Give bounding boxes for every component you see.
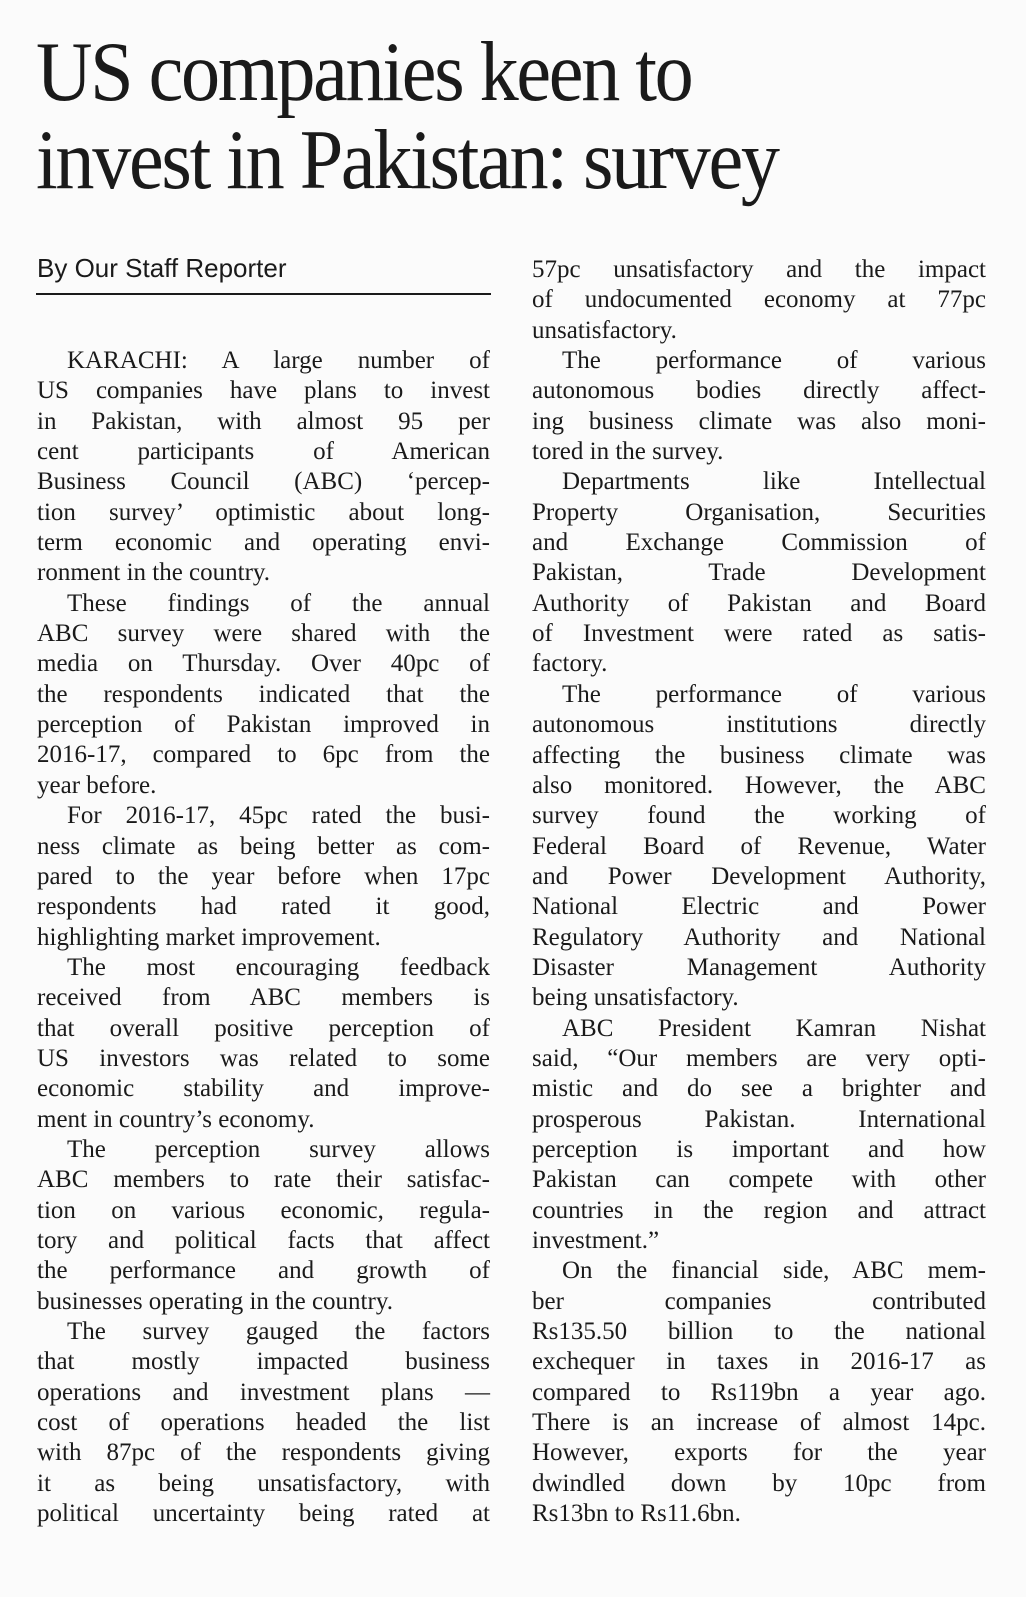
- article-text-line: businesses operating in the country.: [37, 1287, 393, 1315]
- article-text-line: dwindled down by 10pc from: [532, 1469, 986, 1497]
- article-text-line: perception is important and how: [532, 1135, 986, 1163]
- article-text-line: Rs135.50 billion to the national: [532, 1318, 986, 1346]
- article-text-line: the respondents indicated that the: [37, 680, 490, 708]
- article-text-line: term economic and operating envi-: [37, 529, 490, 557]
- article-text-line: KARACHI: A large number of: [67, 347, 490, 374]
- article-text-line: ABC survey were shared with the: [37, 620, 490, 648]
- article-text-line: tory and political facts that affect: [37, 1226, 490, 1254]
- article-text-line: ABC President Kamran Nishat: [562, 1014, 986, 1042]
- article-text-line: However, exports for the year: [532, 1439, 986, 1467]
- article-text-line: The perception survey allows: [67, 1135, 490, 1163]
- article-text-line: and Power Development Authority,: [532, 862, 986, 890]
- article-column-right: [532, 255, 986, 1529]
- article-text-line: Authority of Pakistan and Board: [532, 589, 986, 617]
- article-text-line: countries in the region and attract: [532, 1196, 986, 1224]
- article-text-line: perception of Pakistan improved in: [37, 711, 490, 739]
- article-text-line: Pakistan can compete with other: [532, 1166, 986, 1194]
- article-text-line: US companies have plans to invest: [37, 377, 490, 405]
- article-text-line: that mostly impacted business: [37, 1348, 490, 1376]
- article-text-line: cost of operations headed the list: [37, 1409, 490, 1437]
- article-text-line: investment.”: [532, 1227, 660, 1254]
- article-text-line: Pakistan, Trade Development: [532, 559, 986, 587]
- article-text-line: of undocumented economy at 77pc: [532, 286, 986, 314]
- article-text-line: ber companies contributed: [532, 1287, 986, 1315]
- article-text-line: autonomous institutions directly: [532, 711, 986, 739]
- article-text-line: and Exchange Commission of: [532, 529, 986, 557]
- article-text-line: tion on various economic, regula-: [37, 1196, 490, 1224]
- headline-line-2: invest in Pakistan: survey: [36, 113, 778, 207]
- article-text-line: of Investment were rated as satis-: [532, 620, 986, 648]
- article-text-line: 2016-17, compared to 6pc from the: [37, 741, 490, 769]
- article-text-line: highlighting market improvement.: [37, 923, 381, 951]
- byline-divider: [36, 293, 491, 295]
- article-text-line: cent participants of American: [37, 438, 490, 466]
- article-text-line: that overall positive perception of: [37, 1014, 490, 1042]
- article-text-line: mistic and do see a brighter and: [532, 1075, 986, 1103]
- article-text-line: it as being unsatisfactory, with: [37, 1469, 490, 1497]
- article-column-left: [37, 346, 490, 1529]
- article-text-line: 57pc unsatisfactory and the impact: [532, 256, 986, 283]
- article-text-line: affecting the business climate was: [532, 741, 986, 769]
- article-text-line: The performance of various: [562, 680, 986, 708]
- article-text-line: received from ABC members is: [37, 984, 490, 1012]
- article-text-line: These findings of the annual: [67, 589, 490, 617]
- article-text-line: unsatisfactory.: [532, 316, 677, 344]
- byline: By Our Staff Reporter: [37, 253, 287, 283]
- article-text-line: National Electric and Power: [532, 893, 986, 921]
- article-text-line: political uncertainty being rated at: [37, 1500, 490, 1528]
- article-text-line: Federal Board of Revenue, Water: [532, 832, 986, 860]
- article-text-line: Departments like Intellectual: [562, 468, 986, 496]
- article-text-line: economic stability and improve-: [37, 1075, 490, 1103]
- article-text-line: the performance and growth of: [37, 1257, 490, 1285]
- article-text-line: factory.: [532, 650, 608, 678]
- article-text-line: Business Council (ABC) ‘percep-: [37, 468, 490, 496]
- article-text-line: said, “Our members are very opti-: [532, 1044, 986, 1072]
- article-text-line: with 87pc of the respondents giving: [37, 1439, 490, 1467]
- article-text-line: The performance of various: [562, 347, 986, 375]
- article-text-line: autonomous bodies directly affect-: [532, 377, 986, 405]
- article-text-line: On the financial side, ABC mem-: [562, 1257, 986, 1285]
- article-text-line: year before.: [37, 771, 157, 799]
- headline: [36, 25, 919, 207]
- article-text-line: ness climate as being better as com-: [37, 832, 490, 860]
- article-text-line: tion survey’ optimistic about long-: [37, 498, 490, 526]
- article-text-line: Property Organisation, Securities: [532, 498, 986, 526]
- article-text-line: media on Thursday. Over 40pc of: [37, 650, 490, 678]
- article-text-line: The most encouraging feedback: [67, 953, 490, 981]
- article-text-line: ronment in the country.: [37, 559, 271, 587]
- article-text-line: Rs13bn to Rs11.6bn.: [532, 1500, 741, 1528]
- article-text-line: in Pakistan, with almost 95 per: [37, 407, 490, 435]
- article-text-line: ABC members to rate their satisfac-: [37, 1166, 490, 1194]
- article-text-line: being unsatisfactory.: [532, 984, 739, 1012]
- article-text-line: US investors was related to some: [37, 1044, 490, 1072]
- article-text-line: ment in country’s economy.: [37, 1105, 315, 1133]
- article-text-line: Regulatory Authority and National: [532, 923, 986, 951]
- article-text-line: For 2016-17, 45pc rated the busi-: [67, 802, 490, 830]
- article-text-line: The survey gauged the factors: [67, 1318, 490, 1345]
- article-text-line: also monitored. However, the ABC: [532, 771, 986, 799]
- article-text-line: respondents had rated it good,: [37, 893, 490, 921]
- headline-line-1: US companies keen to: [36, 25, 692, 119]
- article-text-line: pared to the year before when 17pc: [37, 862, 490, 890]
- article-text-line: tored in the survey.: [532, 438, 724, 466]
- article-text-line: prosperous Pakistan. International: [532, 1105, 986, 1133]
- article-text-line: There is an increase of almost 14pc.: [532, 1409, 986, 1437]
- article-text-line: exchequer in taxes in 2016-17 as: [532, 1348, 986, 1376]
- article-text-line: compared to Rs119bn a year ago.: [532, 1378, 986, 1406]
- article-text-line: ing business climate was also moni-: [532, 407, 986, 435]
- article-text-line: survey found the working of: [532, 802, 986, 830]
- article-text-line: operations and investment plans —: [37, 1378, 490, 1406]
- article-text-line: Disaster Management Authority: [532, 953, 986, 981]
